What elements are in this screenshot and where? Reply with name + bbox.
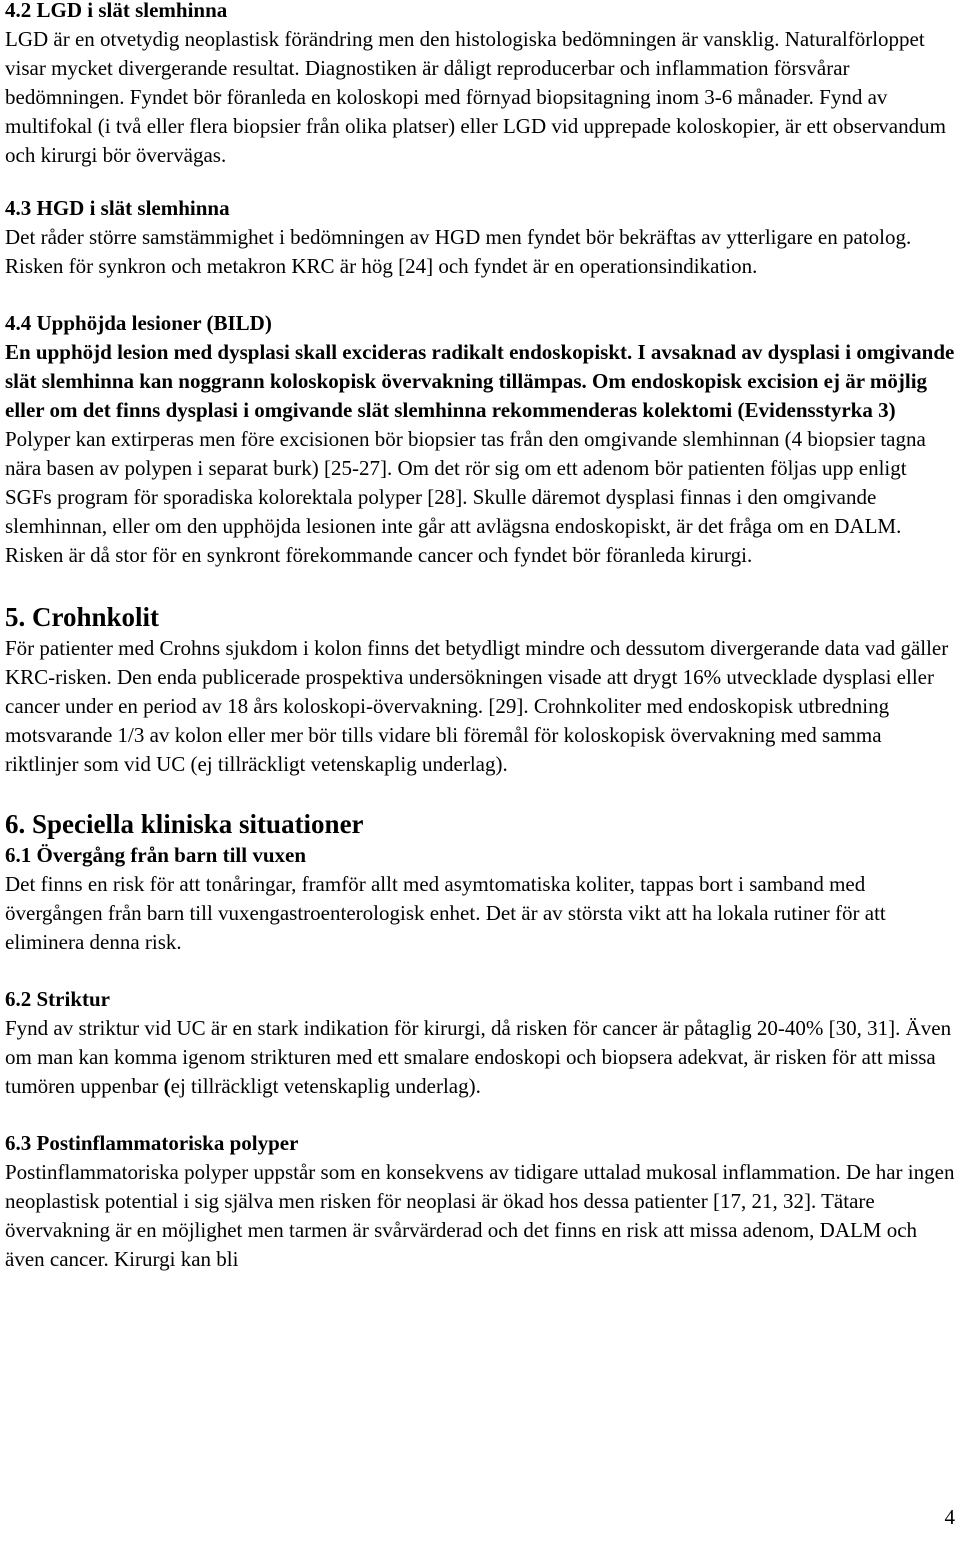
heading-6-1: 6.1 Övergång från barn till vuxen (5, 843, 307, 867)
paragraph-4-2: LGD är en otvetydig neoplastisk förändring men den histologiska bedömningen är vansklig. Naturalförloppet visar mycket divergerande resultat. Diagnostiken är dåligt reproducerbar och inflammation försvårar bedömningen. Fyndet bör föranleda en koloskopi med förnyad biopsitagning inom 3-6 månader. Fynd av multifokal (i två eller flera biopsier från olika platser) eller LGD vid upprepade koloskopier, är ett observandum och kirurgi bör övervägas. (5, 27, 946, 167)
page-number: 4 (944, 1505, 955, 1529)
section-4-3 (5, 194, 955, 281)
heading-6-3: 6.3 Postinflammatoriska polyper (5, 1131, 299, 1155)
section-6-3 (5, 1129, 955, 1274)
paragraph-6-2-part-b: ej tillräckligt vetenskaplig underlag). (170, 1074, 481, 1098)
heading-6: 6. Speciella kliniska situationer (5, 809, 364, 839)
heading-4-4: 4.4 Upphöjda lesioner (BILD) (5, 311, 272, 335)
heading-6-2: 6.2 Striktur (5, 987, 110, 1011)
section-5 (5, 600, 955, 779)
paragraph-6-2 (5, 1014, 955, 1101)
paragraph-4-4: Polyper kan extirperas men före excisionen bör biopsier tas från den omgivande slemhinnan (4 biopsier tagna nära basen av polypen i separat burk) [25-27]. Om det rör sig om ett adenom bör patienten följas upp enligt SGFs program för sporadiska kolorektala polyper [28]. Skulle däremot dysplasi finnas i den omgivande slemhinnan, eller om den upphöjda lesionen inte går att avlägsna endoskopiskt, är det fråga om en DALM. Risken är då stor för en synkront förekommande cancer och fyndet bör föranleda kirurgi. (5, 427, 926, 567)
section-4-2 (5, 0, 955, 170)
document-page (5, 0, 955, 1274)
paragraph-5: För patienter med Crohns sjukdom i kolon finns det betydligt mindre och dessutom divergerande data vad gäller KRC-risken. Den enda publicerade prospektiva undersökningen visade att drygt 16% utvecklade dysplasi eller cancer under en period av 18 års koloskopi-övervakning. [29]. Crohnkoliter med endoskopisk utbredning motsvarande 1/3 av kolon eller mer bör tills vidare bli föremål för koloskopisk övervakning med samma riktlinjer som vid UC (ej tillräckligt vetenskaplig underlag). (5, 636, 949, 776)
heading-4-2: 4.2 LGD i slät slemhinna (5, 0, 228, 22)
paragraph-6-2-part-a: Fynd av striktur vid UC är en stark indikation för kirurgi, då risken för cancer är påtaglig 20-40% [30, 31]. Även om man kan komma igenom strikturen med ett smalare endoskopi och biopsera adekvat, är risken för att missa tumören uppenbar (5, 1016, 952, 1098)
heading-5: 5. Crohnkolit (5, 602, 160, 632)
section-4-4 (5, 309, 955, 570)
heading-4-3: 4.3 HGD i slät slemhinna (5, 196, 230, 220)
paragraph-6-1: Det finns en risk för att tonåringar, framför allt med asymtomatiska koliter, tappas bort i samband med övergången från barn till vuxengastroenterologisk enhet. Det är av största vikt att ha lokala rutiner för att eliminera denna risk. (5, 872, 886, 954)
paragraph-4-3: Det råder större samstämmighet i bedömningen av HGD men fyndet bör bekräftas av ytterligare en patolog. Risken för synkron och metakron KRC är hög [24] och fyndet är en operationsindikation. (5, 225, 912, 278)
paragraph-6-2-bold-paren: ( (163, 1074, 171, 1098)
section-6-2 (5, 985, 955, 1101)
recommendation-4-4: En upphöjd lesion med dysplasi skall excideras radikalt endoskopiskt. I avsaknad av dysplasi i omgivande slät slemhinna kan noggrann koloskopisk övervakning tillämpas. Om endoskopisk excision ej är möjlig eller om det finns dysplasi i omgivande slät slemhinna rekommenderas kolektomi (Evidensstyrka 3) (5, 340, 955, 422)
paragraph-6-3: Postinflammatoriska polyper uppstår som en konsekvens av tidigare uttalad mukosal inflammation. De har ingen neoplastisk potential i sig själva men risken för neoplasi är ökad hos dessa patienter [17, 21, 32]. Tätare övervakning är en möjlighet men tarmen är svårvärderad och det finns en risk att missa adenom, DALM och även cancer. Kirurgi kan bli (5, 1160, 955, 1271)
section-6 (5, 807, 955, 957)
